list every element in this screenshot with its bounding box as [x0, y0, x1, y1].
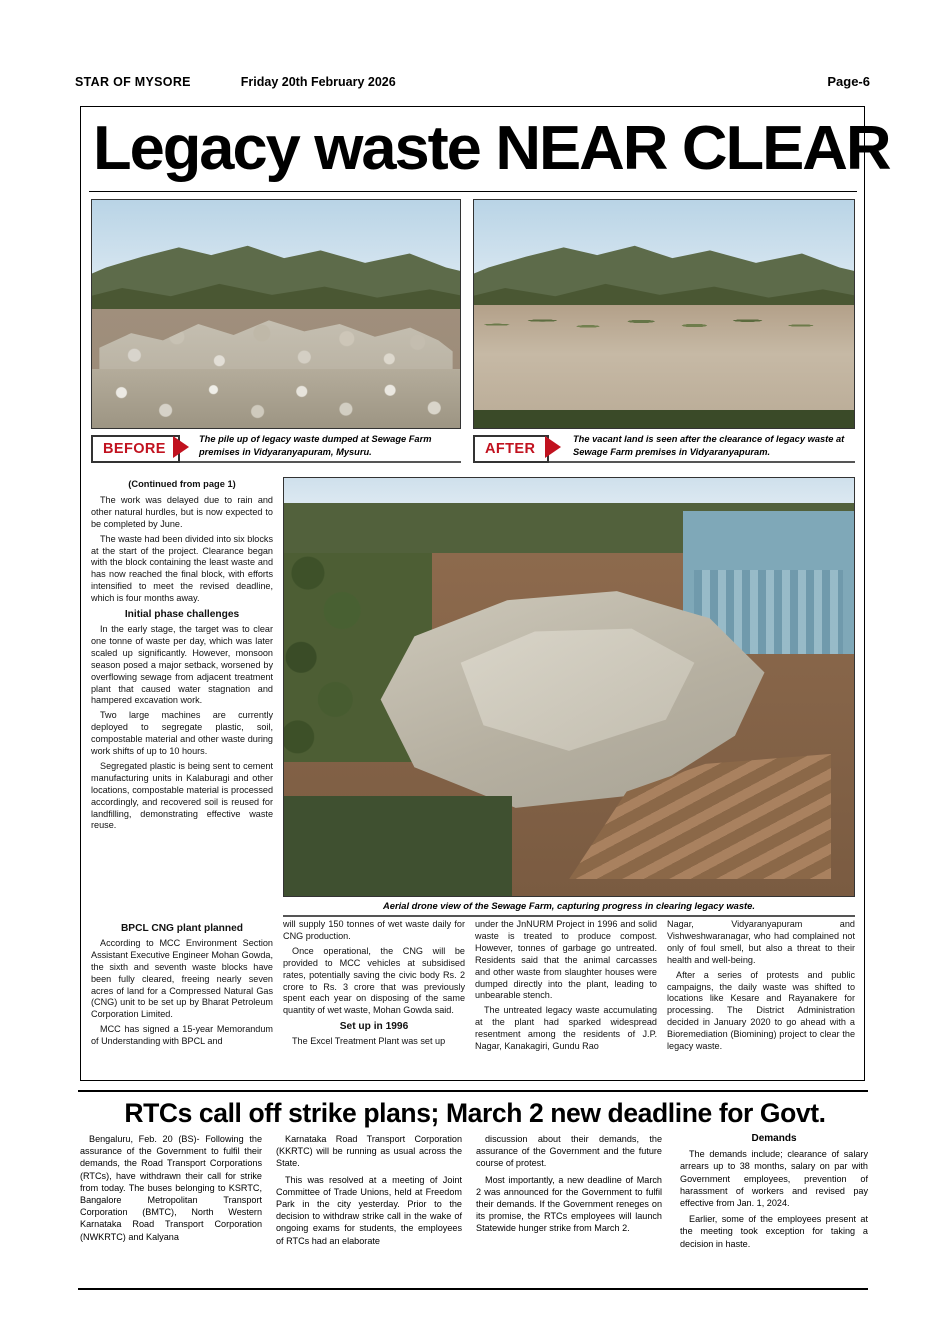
paragraph: MCC has signed a 15-year Memorandum of Understanding with BPCL and [91, 1024, 273, 1047]
paragraph: According to MCC Environment Section Assistant Executive Engineer Mohan Gowda, the sixth and seventh waste blocks have been fully cleared, freeing nearly seven acres of land for a Compressed Natural Gas (CNG) unit to be set up by Bharat Petroleum Corporation Limited. [91, 937, 273, 1020]
paragraph: Two large machines are currently deployed to segregate plastic, soil, compostable material and other waste during work shifts of up to 10 hours. [91, 710, 273, 757]
after-photo [473, 199, 855, 429]
page-number: Page-6 [827, 74, 870, 89]
page-title: Legacy waste NEAR CLEAR [93, 114, 890, 183]
aerial-caption-divider [283, 915, 855, 917]
paragraph: The Excel Treatment Plant was set up [292, 1036, 446, 1047]
paragraph: under the JnNURM Project in 1996 and solid waste is treated to produce compost. However, tonnes of garbage go untreated. Residents said that the animal carcasses and other waste from slaughter houses were dumped directly into the plant, leading to unbearable stench. [475, 919, 657, 1001]
paper-name: STAR OF MYSORE [75, 75, 191, 89]
second-article-column-4 [680, 1133, 868, 1254]
before-caption-band [91, 433, 461, 473]
second-article-column-2 [276, 1133, 462, 1251]
paragraph: This was resolved at a meeting of Joint Committee of Trade Unions, held at Freedom Park in the city yesterday. Prior to the decision to withdraw strike call in the wake of ongoing exams for students, the employees of RTCs had an elaborate [276, 1174, 462, 1246]
after-caption-text: The vacant land is seen after the clearance of legacy waste at Sewage Farm premises in Vidyaranyapuram. [573, 434, 845, 457]
paragraph: discussion about their demands, the assurance of the Government and the future course of protest. [476, 1134, 662, 1169]
paragraph: The untreated legacy waste accumulating at the plant had sparked widespread resentment among the residents of J.P. Nagar, Kanakagiri, Gundu Rao [475, 1005, 657, 1052]
subheading-bpcl: BPCL CNG plant planned [120, 923, 244, 934]
second-article-column-1 [80, 1133, 262, 1247]
paragraph: Segregated plastic is being sent to cement manufacturing units in Kalaburagi and other locations, compostable material is processed accordingly, and recovered soil is reused for landfilling, demonstrating effective waste reuse. [91, 760, 273, 831]
paragraph: After a series of protests and public campaigns, the daily waste was shifted to locations like Kesare and Rayanakere for processing. The District Administration decided in January 2020 to go ahead with a Bioremediation (Biomining) project to clear the legacy waste. [667, 969, 855, 1052]
continued-note: (Continued from page 1) [128, 479, 236, 489]
paragraph: Earlier, some of the employees present at the meeting took exception for taking a decision in haste. [680, 1214, 868, 1249]
subheading-initial-phase: Initial phase challenges [124, 609, 240, 621]
paragraph: Most importantly, a new deadline of March 2 was announced for the Government to fulfil their demands. If the Government reneges on its promise, the RTCs employees will launch Statewide hunger strike from March 2. [476, 1174, 662, 1234]
lead-article-box [80, 106, 890, 1081]
before-caption-text: The pile up of legacy waste dumped at Sewage Farm premises in Vidyaranyapuram, Mysuru. [199, 434, 432, 457]
after-caption-band [473, 433, 855, 473]
photo-waste-foreground [92, 369, 460, 428]
aerial-caption-text: Aerial drone view of the Sewage Farm, capturing progress in clearing legacy waste. [383, 900, 755, 911]
issue-date: Friday 20th February 2026 [240, 75, 396, 89]
paragraph: The waste had been divided into six blocks at the start of the project. Clearance began with the block containing the least waste and has now reached the final block, with efforts intensified to meet the revised deadline, which is four months away. [91, 533, 273, 604]
paragraph: In the early stage, the target was to clear one tonne of waste per day, which was later scaled up significantly. However, monsoon season posed a major setback, worsened by overflowing sewage from adjacent treatment plant that caused water stagnation and hampered excavation work. [91, 623, 273, 706]
arrow-right-icon [173, 436, 189, 458]
paragraph: Once operational, the CNG will be provided to MCC vehicles at subsidised rates, potentially saving the civic body Rs. 2 crore to Rs. 3 crore that was previously spent each year on disposing of the same quantity of wet waste, Mohan Gowda said. [283, 945, 465, 1016]
photo-scrub [474, 296, 854, 337]
paragraph: The work was delayed due to rain and other natural hurdles, but is now expected to be completed by June. [91, 494, 273, 529]
aerial-vegetation-bottom [284, 796, 512, 896]
before-photo [91, 199, 461, 429]
lead-column-1 [91, 479, 273, 835]
aerial-photo [283, 477, 855, 897]
subheading-demands: Demands [751, 1133, 797, 1144]
subheading-setup: Set up in 1996 [339, 1021, 409, 1033]
page-bottom-rule [78, 1288, 868, 1290]
photo-treeline [474, 410, 854, 428]
paragraph: Karnataka Road Transport Corporation (KKRTC) will be running as usual across the State. [276, 1134, 462, 1169]
second-article-headline: RTCs call off strike plans; March 2 new deadline for Govt. [124, 1098, 826, 1128]
paragraph: The demands include; clearance of salary arrears up to 38 months, salary on par with Government employees, prevention of harassment of workers and revised pay effective from Jan. 1, 2024. [680, 1149, 868, 1209]
lead-bottom-column-2 [283, 919, 465, 1051]
after-tag: AFTER [473, 435, 549, 463]
paragraph: Bengaluru, Feb. 20 (BS)- Following the assurance of the Government to fulfil their demands, the Road Transport Corporations (RTCs), have withdrawn their call for strike from today. The buses belonging to KSRTC, Bangalore Metropolitan Transport Corporation (BMTC), North Western Karnataka Road Transport Corporation (NWKRTC) and Kalyana [80, 1134, 262, 1242]
paragraph: will supply 150 tonnes of wet waste daily for CNG production. [283, 919, 465, 941]
headline-divider [89, 191, 857, 192]
paragraph: Nagar, Vidyaranyapuram and Vishweshwaranagar, who had complained not only of foul smell, but also a threat to their health and well-being. [667, 919, 855, 965]
before-tag: BEFORE [91, 435, 180, 463]
lead-bottom-column-4 [667, 919, 855, 1056]
article-separator [78, 1090, 868, 1092]
lead-bottom-column-3 [475, 919, 657, 1056]
masthead [75, 74, 870, 89]
arrow-right-icon [545, 436, 561, 458]
lead-bottom-column-1 [91, 919, 273, 1051]
second-article-column-3 [476, 1133, 662, 1239]
